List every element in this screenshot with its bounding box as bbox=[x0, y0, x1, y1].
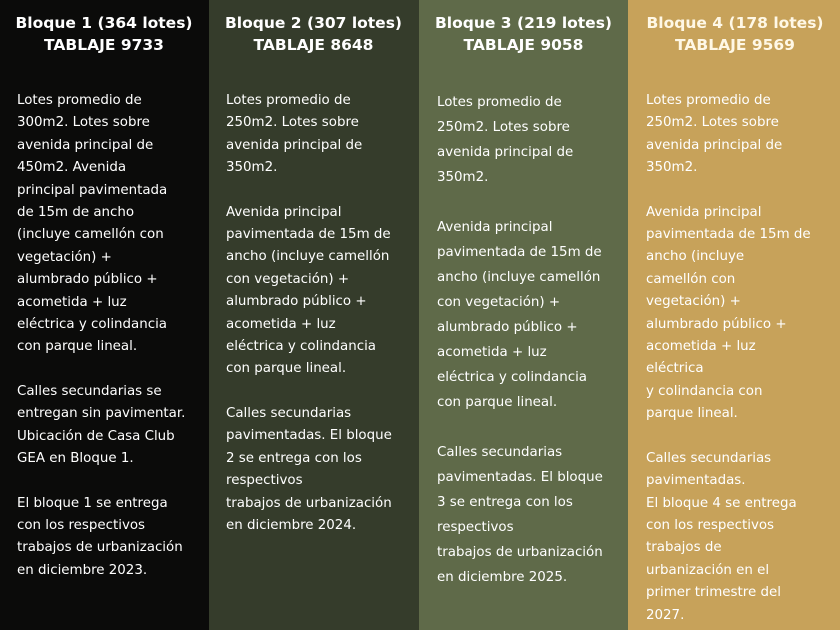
bloque-1-header bbox=[5, 0, 203, 56]
bloque-4-column bbox=[628, 0, 840, 630]
bloque-4-lotes-paragraph: Lotes promedio de 250m2. Lotes sobre avenida principal de 350m2. bbox=[646, 93, 783, 176]
bloque-4-description bbox=[646, 90, 832, 627]
bloque-3-column bbox=[419, 0, 628, 630]
bloque-3-lotes-paragraph: Lotes promedio de 250m2. Lotes sobre avenida principal de 350m2. bbox=[437, 95, 574, 185]
bloque-2-lotes-paragraph: Lotes promedio de 250m2. Lotes sobre avenida principal de 350m2. bbox=[226, 93, 363, 176]
bloque-4-title: Bloque 4 (178 lotes) bbox=[646, 14, 824, 32]
bloque-2-title: Bloque 2 (307 lotes) bbox=[224, 14, 403, 32]
bloque-2-tablaje: TABLAJE 8648 bbox=[253, 36, 374, 54]
bloque-3-avenida-paragraph: Avenida principal pavimentada de 15m de ancho (incluye camellón con vegetación) + alumbrado público + acometida + luz eléctrica y colindancia con parque lineal. bbox=[437, 220, 602, 410]
bloque-4-avenida-paragraph: Avenida principal pavimentada de 15m de ancho (incluye camellón con vegetación) + alumbrado público + acometida + luz eléctrica y colindancia con parque lineal. bbox=[646, 204, 811, 422]
bloque-1-column bbox=[0, 0, 209, 630]
bloque-2-description bbox=[226, 90, 409, 537]
bloque-1-calles-paragraph: Calles secundarias se entregan sin pavimentar. Ubicación de Casa Club GEA en Bloque 1. bbox=[17, 383, 186, 467]
bloque-3-title: Bloque 3 (219 lotes) bbox=[434, 14, 613, 32]
bloque-2-column bbox=[209, 0, 419, 630]
bloque-3-tablaje: TABLAJE 9058 bbox=[463, 36, 584, 54]
bloque-2-header bbox=[214, 0, 413, 56]
bloque-4-header bbox=[634, 0, 836, 56]
bloque-1-entrega-paragraph: El bloque 1 se entrega con los respectivos trabajos de urbanización en diciembre 2023. bbox=[17, 495, 183, 578]
bloque-3-description bbox=[437, 90, 618, 590]
bloque-1-title: Bloque 1 (364 lotes) bbox=[15, 14, 193, 32]
bloque-3-header bbox=[425, 0, 622, 56]
bloque-2-avenida-paragraph: Avenida principal pavimentada de 15m de ancho (incluye camellón con vegetación) + alumbrado público + acometida + luz eléctrica y colindancia con parque lineal. bbox=[226, 204, 391, 377]
bloque-1-description bbox=[17, 90, 199, 582]
bloque-4-tablaje: TABLAJE 9569 bbox=[675, 36, 795, 54]
bloque-3-entrega-paragraph: Calles secundarias pavimentadas. El bloque 3 se entrega con los respectivos trabajos de urbanización en diciembre 2025. bbox=[437, 445, 603, 585]
bloque-1-lotes-paragraph: Lotes promedio de 300m2. Lotes sobre avenida principal de 450m2. Avenida principal pavimentada de 15m de ancho (incluye camellón con vegetación) + alumbrado público + acometida + luz eléctrica y colindancia con parque lineal. bbox=[17, 93, 168, 355]
bloque-1-tablaje: TABLAJE 9733 bbox=[44, 36, 164, 54]
bloque-4-entrega-paragraph: Calles secundarias pavimentadas. El bloque 4 se entrega con los respectivos trabajos de urbanización en el primer trimestre del 2027. bbox=[646, 450, 797, 623]
bloque-2-entrega-paragraph: Calles secundarias pavimentadas. El bloque 2 se entrega con los respectivos trabajos de urbanización en diciembre 2024. bbox=[226, 405, 392, 533]
